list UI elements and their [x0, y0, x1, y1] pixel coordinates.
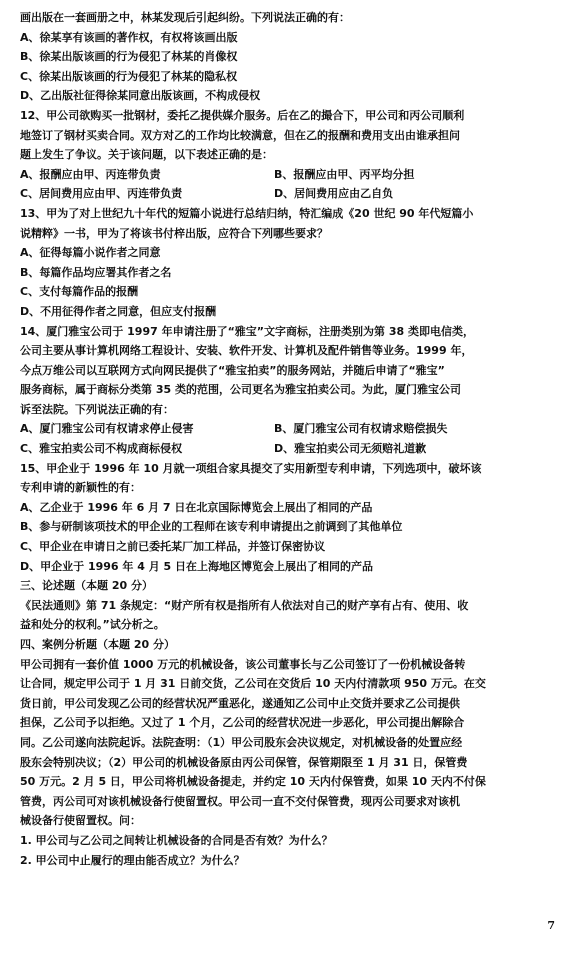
- q14-options-row2: [20, 439, 568, 459]
- q12-option-d: D、居间费用应由乙自负: [274, 187, 394, 201]
- q14-stem-line3: 今点万维公司以互联网方式向网民提供了“雅宝拍卖”的服务网站，并随后申请了“雅宝”: [20, 363, 445, 377]
- case-line: 货日前，甲公司发现乙公司的经营状况严重恶化，遂通知乙公司中止交货并要求乙公司提供: [20, 696, 460, 710]
- case-line: 担保，乙公司予以拒绝。又过了 1 个月，乙公司的经营状况进一步恶化，甲公司提出解除合: [20, 716, 465, 730]
- q12-option-b: B、报酬应由甲、丙平均分担: [274, 167, 415, 181]
- q11-option-d: D、乙出版社征得徐某同意出版该画，不构成侵权: [20, 89, 261, 103]
- q11-option-b: B、徐某出版该画的行为侵犯了林某的肖像权: [20, 50, 238, 64]
- q15-stem-line2: 专利申请的新颖性的有：: [20, 481, 141, 495]
- case-line: 50 万元。2 月 5 日，甲公司将机械设备提走，并约定 10 天内付保管费，如果 10 天内不付保: [20, 775, 486, 789]
- q15-option-b: B、参与研制该项技术的甲企业的工程师在该专利申请提出之前调到了其他单位: [20, 520, 403, 534]
- section3-line1: 《民法通则》第 71 条规定：“财产所有权是指所有人依法对自己的财产享有占有、使用、收: [20, 598, 469, 612]
- q14-stem-line2: 公司主要从事计算机网络工程设计、安装、软件开发、计算机及配件销售等业务。1999 年，: [20, 344, 473, 358]
- q15-stem-line1: 15、甲企业于 1996 年 10 月就一项组合家具提交了实用新型专利申请，下列选项中，破坏该: [20, 461, 482, 475]
- case-line: 械设备行使留置权。问：: [20, 814, 141, 828]
- case-line: 甲公司拥有一套价值 1000 万元的机械设备，该公司董事长与乙公司签订了一份机械设备转: [20, 657, 466, 671]
- q14-options-row1: [20, 419, 568, 439]
- q12-option-c: C、居间费用应由甲、丙连带负责: [20, 187, 183, 201]
- case-line: 管费，丙公司可对该机械设备行使留置权。甲公司一直不交付保管费，现丙公司要求对该机: [20, 794, 460, 808]
- case-line: 同。乙公司遂向法院起诉。法院查明：（1）甲公司股东会决议规定，对机械设备的处置应经: [20, 735, 463, 749]
- q12-options-row2: [20, 184, 568, 204]
- q12-stem-line3: 题上发生了争议。关于该问题，以下表述正确的是：: [20, 148, 273, 162]
- q13-stem-line2: 说精粹》一书，甲为了将该书付梓出版，应符合下列哪些要求？: [20, 226, 328, 240]
- q12-option-a: A、报酬应由甲、丙连带负责: [20, 167, 161, 181]
- case-line: 让合同，规定甲公司于 1 月 31 日前交货，乙公司在交货后 10 天内付清款项 950 万元。在交: [20, 677, 486, 691]
- q12-stem-line2: 地签订了钢材买卖合同。双方对乙的工作均比较满意，但在乙的报酬和费用支出由谁承担问: [20, 128, 460, 142]
- section4-heading: 四、案例分析题（本题 20 分）: [20, 638, 175, 651]
- q14-option-b: B、厦门雅宝公司有权请求赔偿损失: [274, 422, 448, 436]
- q14-stem-line4: 服务商标，属于商标分类第 35 类的范围，公司更名为雅宝拍卖公司。为此，厦门雅宝公司: [20, 383, 461, 397]
- case-line: 股东会特别决议；（2）甲公司的机械设备原由丙公司保管，保管期限至 1 月 31 日，保管费: [20, 755, 468, 769]
- q13-option-c: C、支付每篇作品的报酬: [20, 285, 139, 299]
- text-column: [20, 8, 568, 870]
- q13-option-a: A、征得每篇小说作者之同意: [20, 246, 161, 260]
- q14-option-a: A、厦门雅宝公司有权请求停止侵害: [20, 422, 194, 436]
- q14-option-c: C、雅宝拍卖公司不构成商标侵权: [20, 442, 183, 456]
- section3-heading: 三、论述题（本题 20 分）: [20, 579, 153, 593]
- q11-option-c: C、徐某出版该画的行为侵犯了林某的隐私权: [20, 69, 238, 83]
- q11-stem-end: 画出版在一套画册之中，林某发现后引起纠纷。下列说法正确的有：: [20, 11, 350, 24]
- q15-option-d: D、甲企业于 1996 年 4 月 5 日在上海地区博览会上展出了相同的产品: [20, 559, 374, 573]
- section3-line2: 益和处分的权利。”试分析之。: [20, 618, 165, 632]
- q14-option-d: D、雅宝拍卖公司无须赔礼道歉: [274, 442, 427, 456]
- case-question-1: 1. 甲公司与乙公司之间转让机械设备的合同是否有效？为什么？: [20, 833, 333, 847]
- q15-option-a: A、乙企业于 1996 年 6 月 7 日在北京国际博览会上展出了相同的产品: [20, 500, 373, 514]
- q11-option-a: A、徐某享有该画的著作权，有权将该画出版: [20, 30, 238, 44]
- q12-options-row1: [20, 165, 568, 185]
- q14-stem-line5: 诉至法院。下列说法正确的有：: [20, 402, 174, 416]
- page-number: 7: [547, 919, 555, 932]
- q13-stem-line1: 13、甲为了对上世纪九十年代的短篇小说进行总结归纳，特汇编成《20 世纪 90 年代短篇小: [20, 206, 474, 220]
- q13-option-b: B、每篇作品均应署其作者之名: [20, 265, 172, 279]
- q14-stem-line1: 14、厦门雅宝公司于 1997 年申请注册了“雅宝”文字商标，注册类别为第 38 类即电信类，: [20, 324, 475, 338]
- q13-option-d: D、不用征得作者之同意，但应支付报酬: [20, 304, 217, 318]
- case-question-2: 2. 甲公司中止履行的理由能否成立？为什么？: [20, 853, 245, 867]
- q15-option-c: C、甲企业在申请日之前已委托某厂加工样品，并签订保密协议: [20, 540, 326, 554]
- q12-stem-line1: 12、甲公司欲购买一批钢材，委托乙提供媒介服务。后在乙的撮合下，甲公司和丙公司顺利: [20, 108, 465, 122]
